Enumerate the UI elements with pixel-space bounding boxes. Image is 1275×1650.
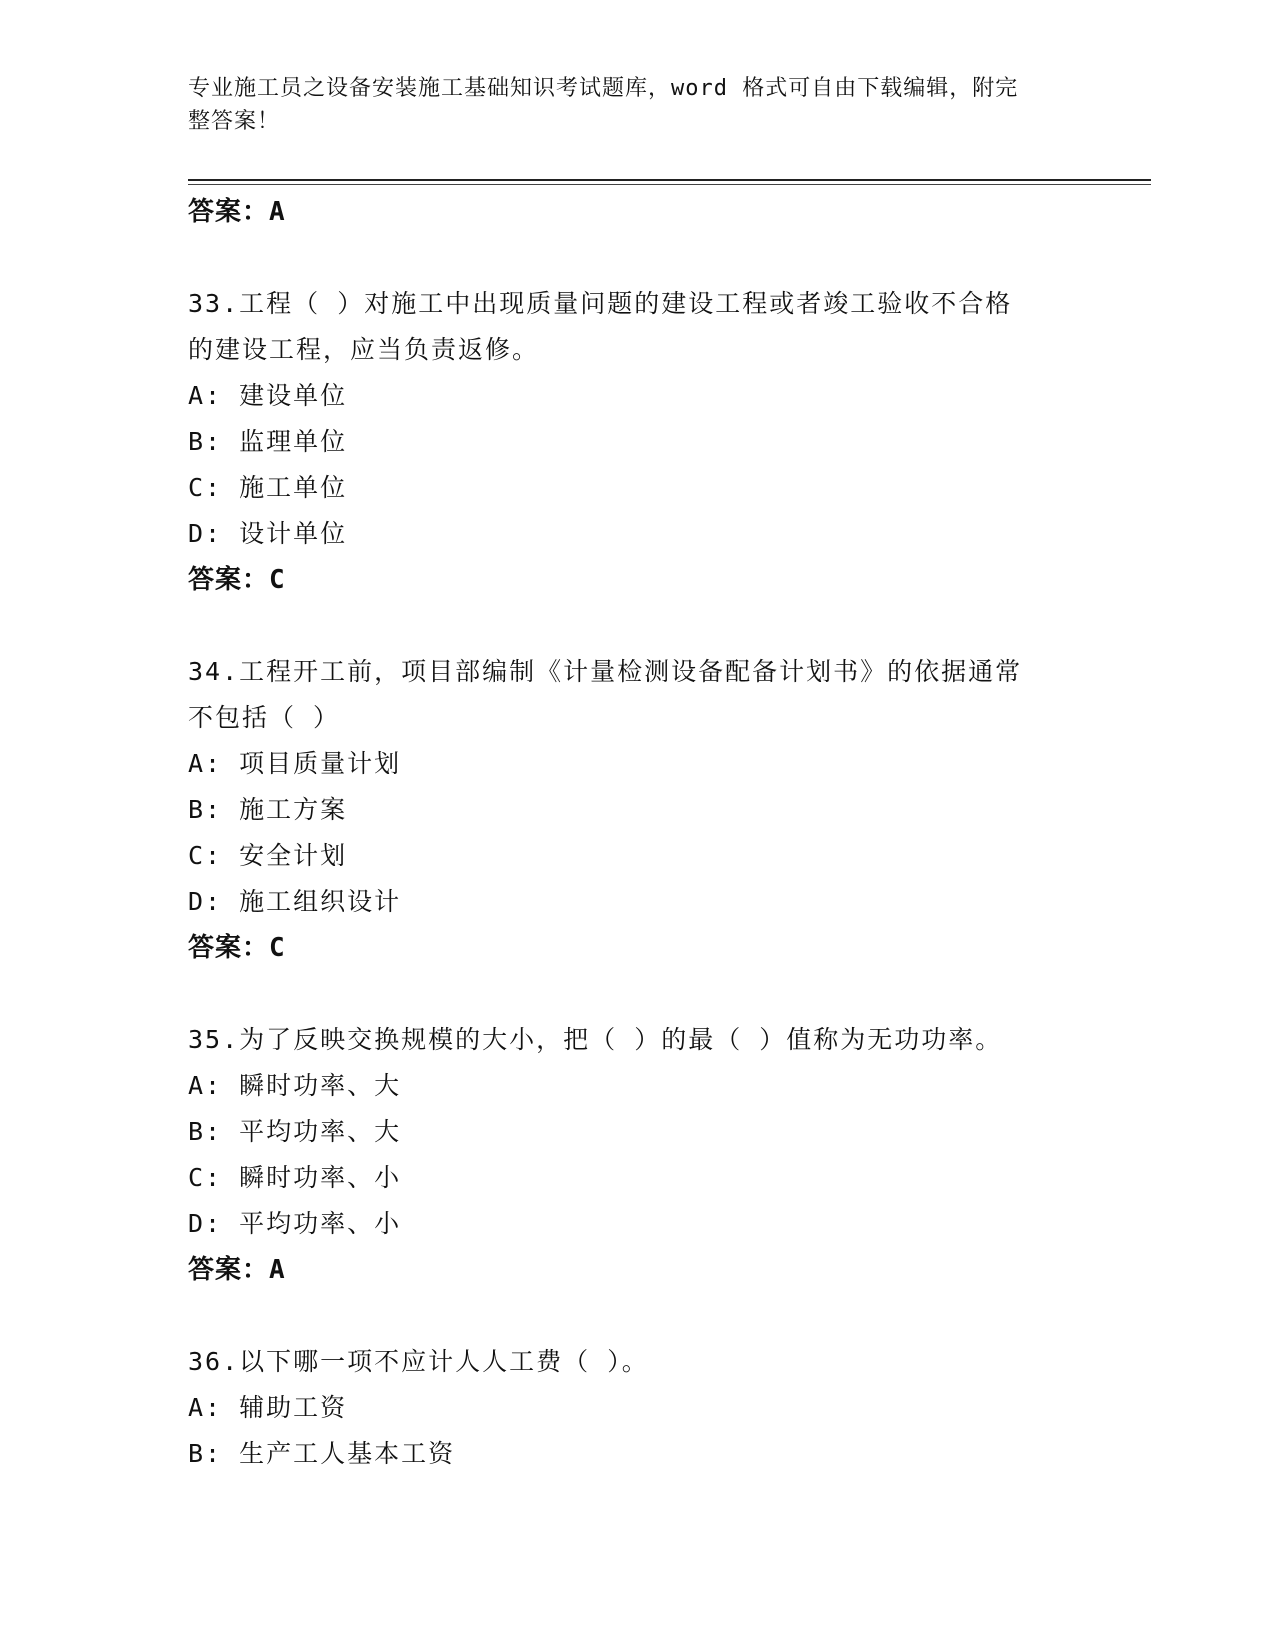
- question-block: [188, 1339, 1088, 1477]
- spacer: [188, 603, 1088, 649]
- spacer: [188, 1293, 1088, 1339]
- answer-line: 答案：C: [188, 565, 286, 595]
- header-line: 整答案！: [188, 109, 281, 134]
- header-divider-thin: [188, 184, 1151, 185]
- question-list: [188, 189, 1088, 1477]
- question-block: [188, 649, 1088, 971]
- question-stem: 35.为了反映交换规模的大小，把（ ）的最（ ）值称为无功功率。: [188, 1025, 1003, 1054]
- header-divider-thick: [188, 179, 1151, 181]
- spacer: [188, 971, 1088, 1017]
- option-b: B: 平均功率、大: [188, 1117, 402, 1146]
- spacer: [188, 235, 1088, 281]
- option-d: D: 设计单位: [188, 519, 348, 548]
- question-stem: 不包括（ ）: [188, 703, 341, 732]
- option-a: A: 项目质量计划: [188, 749, 402, 778]
- option-b: B: 生产工人基本工资: [188, 1439, 456, 1468]
- option-a: A: 建设单位: [188, 381, 348, 410]
- option-c: C: 施工单位: [188, 473, 348, 502]
- header-line: 专业施工员之设备安装施工基础知识考试题库，word 格式可自由下载编辑，附完: [188, 76, 1019, 101]
- option-d: D: 平均功率、小: [188, 1209, 402, 1238]
- question-stem: 33.工程（ ）对施工中出现质量问题的建设工程或者竣工验收不合格: [188, 289, 1013, 318]
- option-b: B: 监理单位: [188, 427, 348, 456]
- question-block: [188, 281, 1088, 603]
- question-block: [188, 1017, 1088, 1293]
- option-d: D: 施工组织设计: [188, 887, 402, 916]
- option-b: B: 施工方案: [188, 795, 348, 824]
- option-c: C: 安全计划: [188, 841, 348, 870]
- question-stem: 36.以下哪一项不应计人人工费（ ）。: [188, 1347, 649, 1376]
- answer-line: 答案：C: [188, 933, 286, 963]
- option-c: C: 瞬时功率、小: [188, 1163, 402, 1192]
- answer-line: 答案：A: [188, 197, 286, 227]
- option-a: A: 瞬时功率、大: [188, 1071, 402, 1100]
- question-stem: 的建设工程，应当负责返修。: [188, 335, 540, 364]
- document-header: [188, 72, 1068, 138]
- answer-line: 答案：A: [188, 1255, 286, 1285]
- option-a: A: 辅助工资: [188, 1393, 348, 1422]
- question-stem: 34.工程开工前，项目部编制《计量检测设备配备计划书》的依据通常: [188, 657, 1023, 686]
